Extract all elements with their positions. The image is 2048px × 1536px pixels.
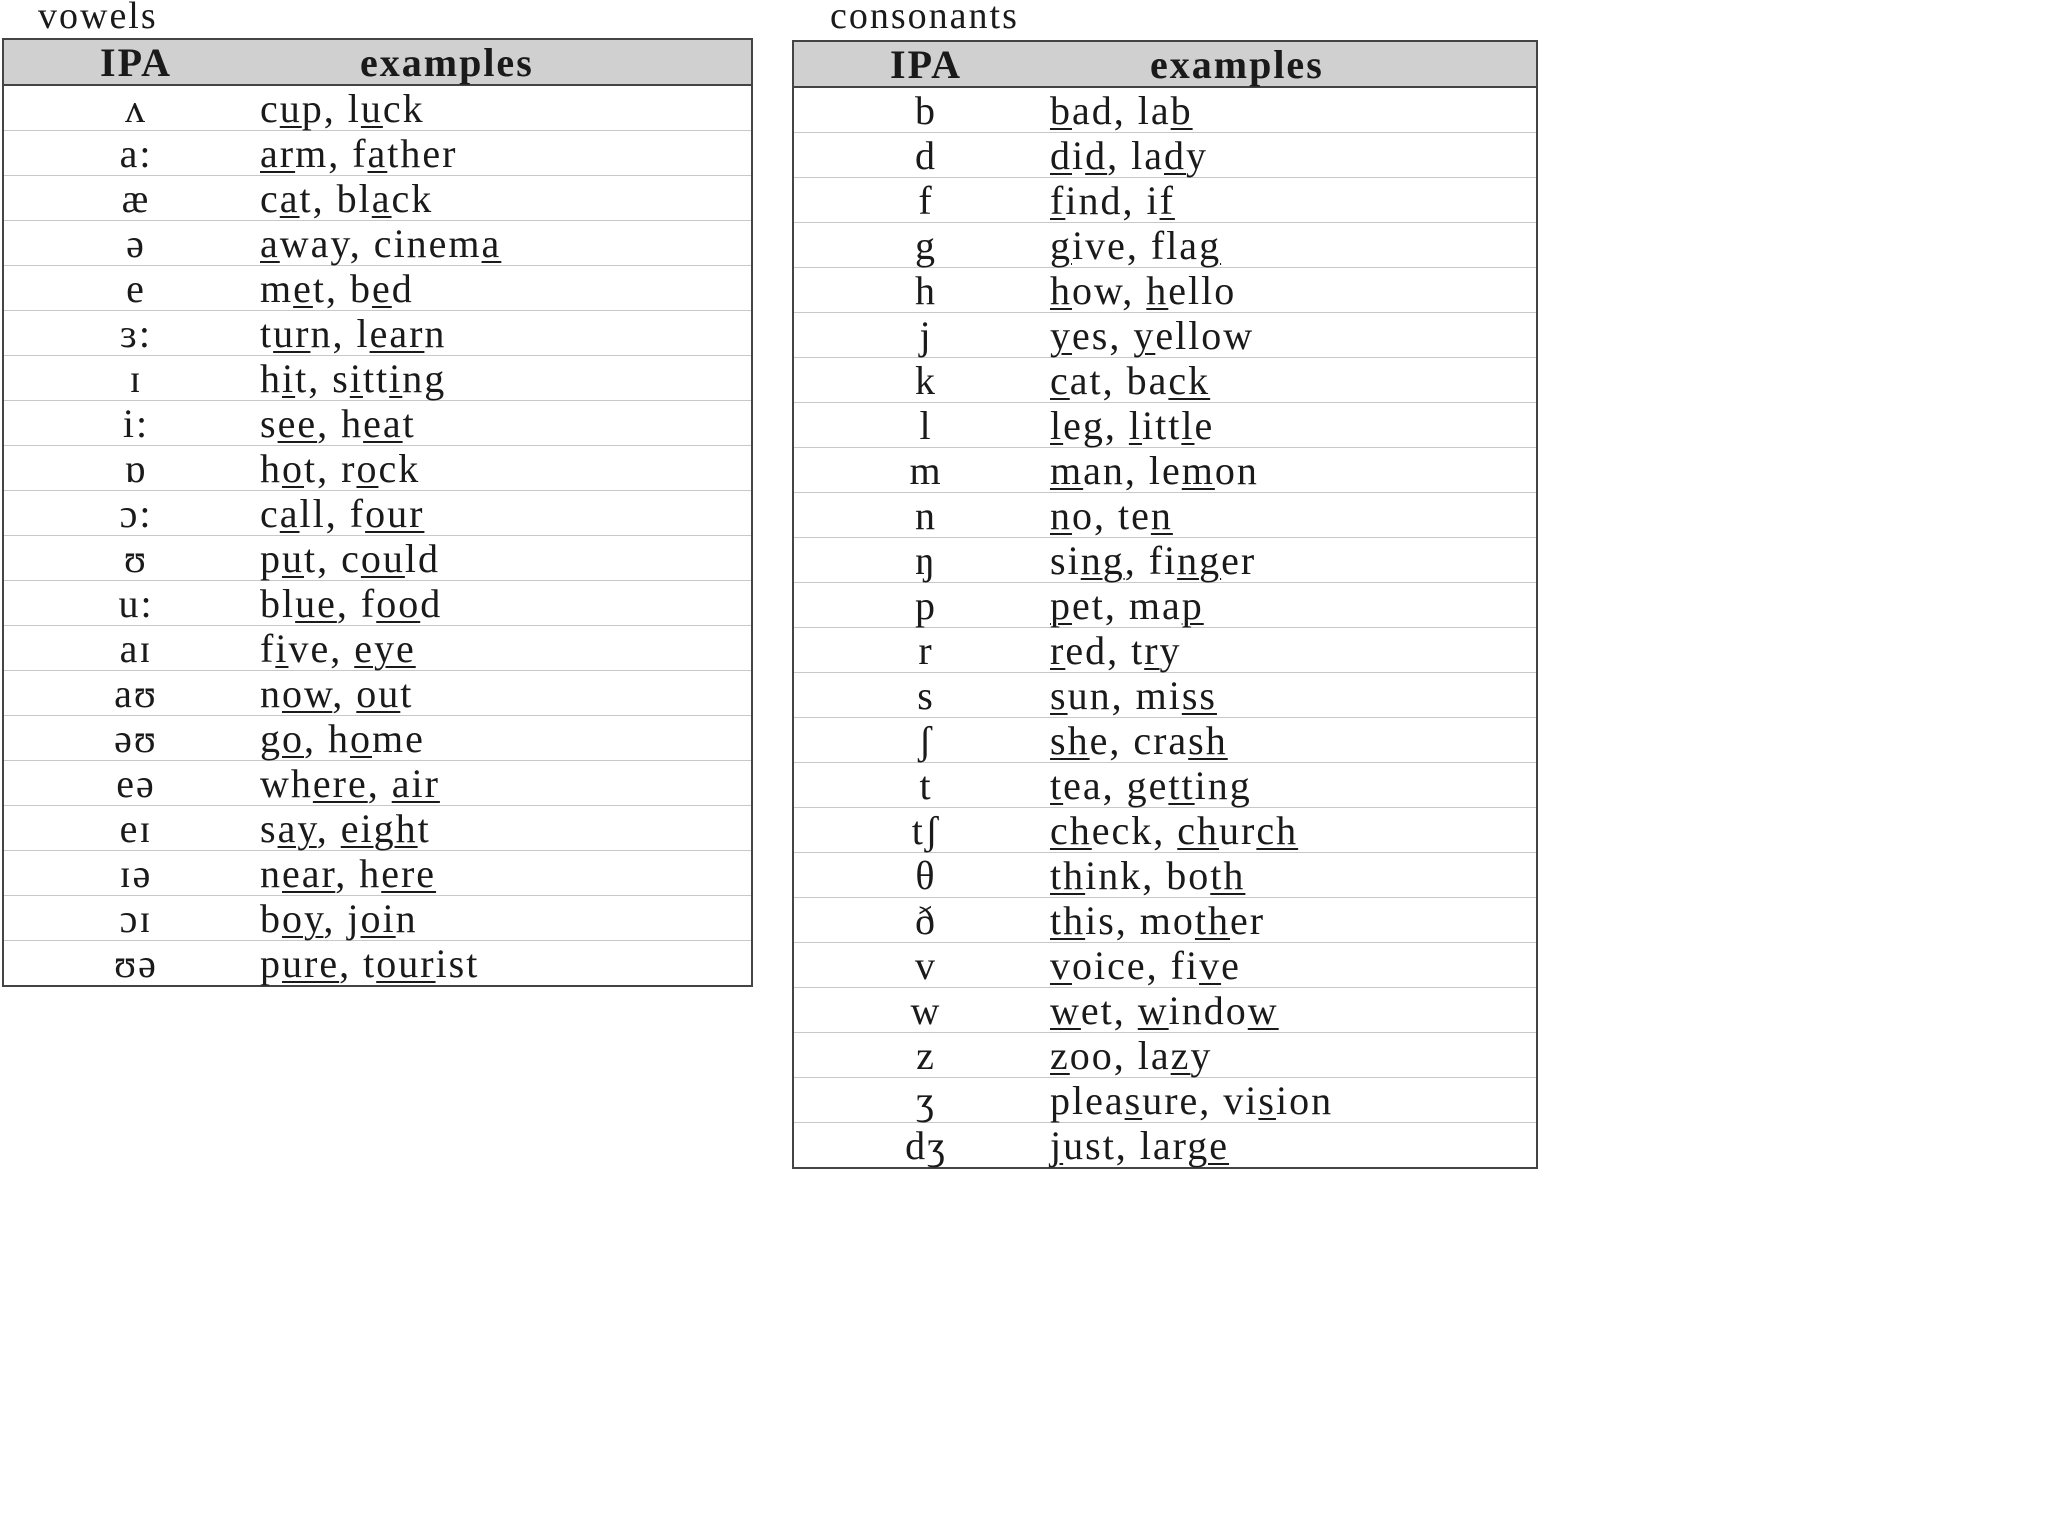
- ipa-symbol: ʌ: [125, 85, 147, 131]
- ipa-symbol: ʊ: [124, 535, 148, 581]
- table-row: [794, 943, 1536, 988]
- table-row: [4, 176, 751, 221]
- ipa-symbol: ɔɪ: [119, 895, 153, 941]
- example-words: away, cinema: [260, 220, 502, 266]
- ipa-symbol: n: [915, 492, 937, 538]
- ipa-symbol: ɒ: [124, 445, 148, 491]
- ipa-symbol: ɔ:: [119, 490, 153, 536]
- example-words: say, eight: [260, 805, 431, 851]
- ipa-symbol: θ: [915, 852, 937, 898]
- example-words: give, flag: [1050, 222, 1222, 268]
- table-row: [794, 898, 1536, 943]
- example-words: pet, map: [1050, 582, 1204, 628]
- table-row: [794, 178, 1536, 223]
- ipa-symbol: aɪ: [119, 625, 153, 671]
- example-words: she, crash: [1050, 717, 1228, 763]
- table-row: [4, 221, 751, 266]
- ipa-symbol: ŋ: [915, 537, 937, 583]
- ipa-symbol: s: [917, 672, 935, 718]
- example-words: red, try: [1050, 627, 1182, 673]
- example-words: see, heat: [260, 400, 416, 446]
- table-row: [4, 941, 751, 985]
- consonants-caption: consonants: [830, 0, 1019, 37]
- vowels-table: [2, 38, 753, 987]
- ipa-column-header: IPA: [890, 41, 962, 87]
- table-row: [4, 761, 751, 806]
- example-words: no, ten: [1050, 492, 1173, 538]
- example-words: voice, five: [1050, 942, 1241, 988]
- table-row: [794, 583, 1536, 628]
- table-row: [4, 716, 751, 761]
- example-words: hit, sitting: [260, 355, 447, 401]
- ipa-symbol: r: [918, 627, 934, 673]
- table-row: [794, 133, 1536, 178]
- example-words: hot, rock: [260, 445, 421, 491]
- ipa-symbol: i:: [122, 400, 150, 446]
- example-words: arm, father: [260, 130, 458, 176]
- ipa-symbol: t: [919, 762, 933, 808]
- table-row: [794, 1078, 1536, 1123]
- example-words: pure, tourist: [260, 940, 480, 986]
- consonants-table: [792, 40, 1538, 1169]
- ipa-symbol: m: [909, 447, 943, 493]
- ipa-symbol: w: [910, 987, 942, 1033]
- table-row: [4, 356, 751, 401]
- table-body: [4, 86, 751, 985]
- ipa-symbol: aʊ: [114, 670, 158, 716]
- table-row: [794, 403, 1536, 448]
- ipa-symbol: a:: [119, 130, 153, 176]
- example-words: this, mother: [1050, 897, 1266, 943]
- examples-column-header: examples: [360, 39, 534, 85]
- table-row: [794, 223, 1536, 268]
- ipa-symbol: j: [919, 312, 933, 358]
- ipa-symbol: ʊə: [114, 940, 158, 986]
- ipa-symbol: ɪə: [119, 850, 153, 896]
- example-words: met, bed: [260, 265, 414, 311]
- ipa-symbol: e: [126, 265, 146, 311]
- ipa-symbol: h: [915, 267, 937, 313]
- table-row: [794, 763, 1536, 808]
- table-row: [4, 266, 751, 311]
- table-row: [4, 851, 751, 896]
- example-words: yes, yellow: [1050, 312, 1255, 358]
- example-words: did, lady: [1050, 132, 1208, 178]
- example-words: near, here: [260, 850, 437, 896]
- example-words: bad, lab: [1050, 87, 1193, 133]
- table-row: [4, 401, 751, 446]
- examples-column-header: examples: [1150, 41, 1324, 87]
- table-row: [4, 896, 751, 941]
- example-words: think, both: [1050, 852, 1246, 898]
- ipa-symbol: eɪ: [119, 805, 153, 851]
- table-row: [794, 448, 1536, 493]
- table-row: [794, 268, 1536, 313]
- ipa-symbol: ɜ:: [120, 310, 152, 356]
- table-row: [4, 491, 751, 536]
- table-row: [794, 1123, 1536, 1167]
- ipa-symbol: f: [918, 177, 934, 223]
- ipa-symbol: ʒ: [916, 1077, 936, 1123]
- ipa-symbol: eə: [116, 760, 156, 806]
- table-row: [794, 88, 1536, 133]
- table-row: [794, 628, 1536, 673]
- ipa-symbol: ə: [126, 220, 146, 266]
- table-header: [794, 42, 1536, 88]
- example-words: cat, black: [260, 175, 434, 221]
- ipa-symbol: k: [915, 357, 937, 403]
- table-row: [794, 718, 1536, 763]
- table-row: [4, 446, 751, 491]
- ipa-column-header: IPA: [100, 39, 172, 85]
- table-row: [4, 626, 751, 671]
- table-row: [4, 806, 751, 851]
- table-row: [794, 313, 1536, 358]
- table-row: [794, 538, 1536, 583]
- ipa-symbol: b: [915, 87, 937, 133]
- example-words: five, eye: [260, 625, 416, 671]
- example-words: call, four: [260, 490, 425, 536]
- example-words: check, church: [1050, 807, 1299, 853]
- example-words: sing, finger: [1050, 537, 1257, 583]
- example-words: find, if: [1050, 177, 1175, 223]
- example-words: pleasure, vision: [1050, 1077, 1334, 1123]
- ipa-symbol: əʊ: [114, 715, 158, 761]
- example-words: cat, back: [1050, 357, 1211, 403]
- table-row: [4, 536, 751, 581]
- example-words: put, could: [260, 535, 440, 581]
- table-row: [4, 581, 751, 626]
- ipa-symbol: u:: [118, 580, 154, 626]
- ipa-symbol: ʃ: [918, 717, 934, 763]
- table-row: [4, 131, 751, 176]
- ipa-symbol: p: [915, 582, 937, 628]
- ipa-symbol: dʒ: [905, 1122, 947, 1168]
- table-row: [794, 1033, 1536, 1078]
- example-words: boy, join: [260, 895, 418, 941]
- ipa-symbol: tʃ: [911, 807, 941, 853]
- example-words: zoo, lazy: [1050, 1032, 1213, 1078]
- example-words: leg, little: [1050, 402, 1215, 448]
- table-row: [794, 988, 1536, 1033]
- table-row: [794, 673, 1536, 718]
- ipa-symbol: z: [916, 1032, 936, 1078]
- table-row: [4, 671, 751, 716]
- table-header: [4, 40, 751, 86]
- table-row: [794, 853, 1536, 898]
- table-row: [4, 311, 751, 356]
- example-words: wet, window: [1050, 987, 1279, 1033]
- ipa-symbol: ɪ: [129, 355, 143, 401]
- table-row: [4, 86, 751, 131]
- example-words: just, large: [1050, 1122, 1230, 1168]
- example-words: man, lemon: [1050, 447, 1259, 493]
- ipa-symbol: d: [915, 132, 937, 178]
- table-row: [794, 808, 1536, 853]
- example-words: now, out: [260, 670, 414, 716]
- ipa-symbol: ð: [915, 897, 937, 943]
- example-words: go, home: [260, 715, 425, 761]
- example-words: blue, food: [260, 580, 443, 626]
- example-words: tea, getting: [1050, 762, 1252, 808]
- example-words: cup, luck: [260, 85, 425, 131]
- table-row: [794, 493, 1536, 538]
- table-row: [794, 358, 1536, 403]
- example-words: sun, miss: [1050, 672, 1217, 718]
- ipa-symbol: l: [919, 402, 933, 448]
- ipa-symbol: g: [915, 222, 937, 268]
- table-body: [794, 88, 1536, 1167]
- ipa-symbol: v: [915, 942, 937, 988]
- example-words: turn, learn: [260, 310, 447, 356]
- vowels-caption: vowels: [38, 0, 158, 37]
- example-words: how, hello: [1050, 267, 1237, 313]
- example-words: where, air: [260, 760, 440, 806]
- ipa-symbol: æ: [121, 175, 151, 221]
